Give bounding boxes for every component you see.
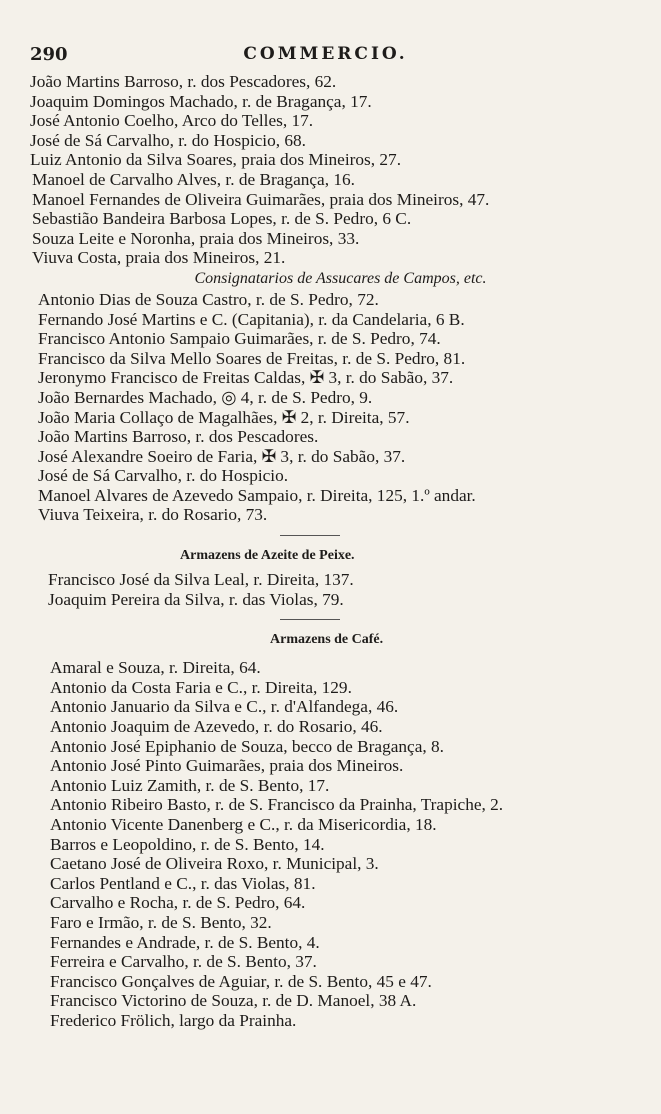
list-item: Amaral e Souza, r. Direita, 64. xyxy=(50,658,261,678)
list-item: Joaquim Domingos Machado, r. de Bragança, 17. xyxy=(30,91,372,111)
list-item: Joaquim Pereira da Silva, r. das Violas, 79. xyxy=(48,589,344,609)
list-item: José de Sá Carvalho, r. do Hospicio. xyxy=(38,466,289,486)
list-item: Francisco Gonçalves de Aguiar, r. de S. Bento, 45 e 47. xyxy=(50,971,432,991)
list-item: Carlos Pentland e C., r. das Violas, 81. xyxy=(50,873,316,893)
list-item: Fernando José Martins e C. (Capitania), r. da Candelaria, 6 B. xyxy=(38,309,465,329)
list-item: Caetano José de Oliveira Roxo, r. Municipal, 3. xyxy=(50,854,379,874)
list-item: Antonio José Pinto Guimarães, praia dos Mineiros. xyxy=(50,756,404,776)
page-number: 290 xyxy=(30,44,68,65)
section-3-list xyxy=(30,570,621,609)
list-item: João Martins Barroso, r. dos Pescadores. xyxy=(38,427,319,447)
list-item: José Alexandre Soeiro de Faria, ✠ 3, r. do Sabão, 37. xyxy=(38,446,406,466)
list-item: Francisco Victorino de Souza, r. de D. Manoel, 38 A. xyxy=(50,991,417,1011)
list-item: Barros e Leopoldino, r. de S. Bento, 14. xyxy=(50,834,325,854)
list-item: Ferreira e Carvalho, r. de S. Bento, 37. xyxy=(50,952,317,972)
list-item: Antonio Dias de Souza Castro, r. de S. Pedro, 72. xyxy=(38,289,379,309)
section-divider xyxy=(280,535,340,536)
section-1-list xyxy=(30,72,621,268)
list-item: Faro e Irmão, r. de S. Bento, 32. xyxy=(50,912,272,932)
running-head: COMMERCIO. xyxy=(243,44,408,64)
list-item: Sebastião Bandeira Barbosa Lopes, r. de S. Pedro, 6 C. xyxy=(32,209,412,229)
list-item: José Antonio Coelho, Arco do Telles, 17. xyxy=(30,111,314,131)
list-item: Jeronymo Francisco de Freitas Caldas, ✠ 3, r. do Sabão, 37. xyxy=(38,368,454,388)
list-item: Antonio Januario da Silva e C., r. d'Alfandega, 46. xyxy=(50,697,399,717)
list-item: Antonio Joaquim de Azevedo, r. do Rosario, 46. xyxy=(50,717,383,737)
section-4-title: Armazens de Café. xyxy=(270,632,384,648)
list-item: Souza Leite e Noronha, praia dos Mineiros, 33. xyxy=(32,228,360,248)
list-item: Viuva Costa, praia dos Mineiros, 21. xyxy=(32,248,286,268)
list-item: José de Sá Carvalho, r. do Hospicio, 68. xyxy=(30,130,306,150)
list-item: Francisco José da Silva Leal, r. Direita, 137. xyxy=(48,570,354,590)
section-3-title: Armazens de Azeite de Peixe. xyxy=(180,548,355,564)
list-item: Francisco Antonio Sampaio Guimarães, r. de S. Pedro, 74. xyxy=(38,329,441,349)
list-item: Antonio José Epiphanio de Souza, becco de Bragança, 8. xyxy=(50,736,444,756)
list-item: Luiz Antonio da Silva Soares, praia dos Mineiros, 27. xyxy=(30,150,402,170)
section-divider xyxy=(280,619,340,620)
list-item: Antonio Ribeiro Basto, r. de S. Francisco da Prainha, Trapiche, 2. xyxy=(50,795,504,815)
list-item: João Martins Barroso, r. dos Pescadores, 62. xyxy=(30,72,337,91)
list-item: Fernandes e Andrade, r. de S. Bento, 4. xyxy=(50,932,320,952)
section-4-list xyxy=(30,658,621,1030)
list-item: Antonio Luiz Zamith, r. de S. Bento, 17. xyxy=(50,775,330,795)
list-item: João Bernardes Machado, ◎ 4, r. de S. Pedro, 9. xyxy=(38,387,373,407)
list-item: João Maria Collaço de Magalhães, ✠ 2, r. Direita, 57. xyxy=(38,407,410,427)
list-item: Antonio da Costa Faria e C., r. Direita, 129. xyxy=(50,677,352,697)
section-2-list xyxy=(30,290,621,525)
list-item: Carvalho e Rocha, r. de S. Pedro, 64. xyxy=(50,893,306,913)
list-item: Antonio Vicente Danenberg e C., r. da Misericordia, 18. xyxy=(50,815,437,834)
page-header xyxy=(30,42,621,72)
list-item: Frederico Frölich, largo da Prainha. xyxy=(50,1010,297,1030)
list-item: Manoel Fernandes de Oliveira Guimarães, praia dos Mineiros, 47. xyxy=(32,189,490,209)
list-item: Viuva Teixeira, r. do Rosario, 73. xyxy=(38,505,268,525)
list-item: Manoel Alvares de Azevedo Sampaio, r. Direita, 125, 1.º andar. xyxy=(38,485,476,505)
list-item: Francisco da Silva Mello Soares de Freitas, r. de S. Pedro, 81. xyxy=(38,348,466,368)
list-item: Manoel de Carvalho Alves, r. de Bragança, 16. xyxy=(32,169,355,189)
section-2-title: Consignatarios de Assucares de Campos, etc. xyxy=(194,269,487,287)
